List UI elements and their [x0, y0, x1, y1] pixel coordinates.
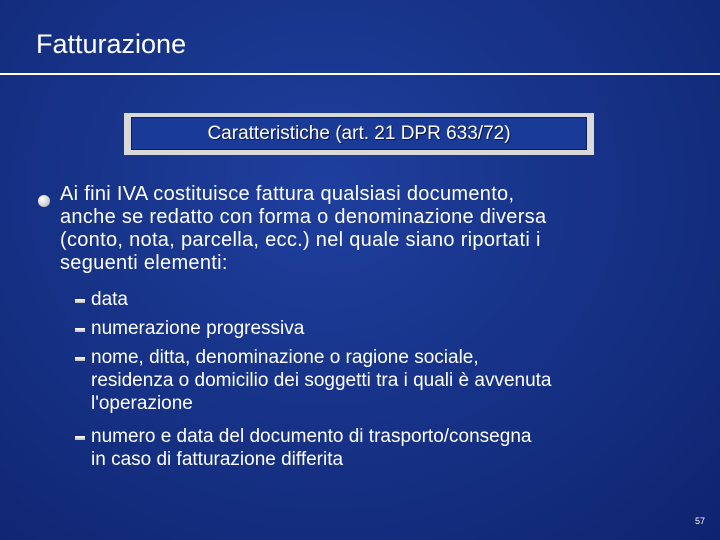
- sub-item-line: l'operazione: [91, 393, 193, 414]
- sub-item-line: numerazione progressiva: [91, 318, 305, 339]
- dash-bullet-icon: [75, 328, 85, 332]
- heading-box: [131, 117, 587, 150]
- sub-item-line: in caso di fatturazione differita: [91, 449, 344, 470]
- dash-bullet-icon: [75, 299, 85, 303]
- round-bullet-icon: [38, 195, 50, 207]
- main-text-line: (conto, nota, parcella, ecc.) nel quale siano riportati i: [60, 229, 541, 251]
- page-number: 57: [694, 516, 705, 526]
- sub-item-line: nome, ditta, denominazione o ragione sociale,: [91, 347, 479, 368]
- main-text-line: Ai fini IVA costituisce fattura qualsiasi documento,: [60, 183, 515, 205]
- sub-item: [91, 425, 711, 471]
- title-divider: [0, 73, 720, 75]
- main-bullet-text: [60, 183, 700, 275]
- main-text-line: seguenti elementi:: [60, 252, 228, 274]
- sub-item-line: data: [91, 289, 128, 310]
- sub-item-line: numero e data del documento di trasporto/consegna: [91, 426, 532, 447]
- dash-bullet-icon: [75, 436, 85, 440]
- heading-box-label: Caratteristiche (art. 21 DPR 633/72): [207, 122, 511, 144]
- sub-item: [91, 346, 711, 415]
- sub-item: [91, 288, 711, 311]
- dash-bullet-icon: [75, 357, 85, 361]
- main-text-line: anche se redatto con forma o denominazione diversa: [60, 206, 547, 228]
- sub-item-line: residenza o domicilio dei soggetti tra i quali è avvenuta: [91, 370, 552, 391]
- slide-title: Fatturazione: [36, 29, 187, 59]
- sub-item: [91, 317, 711, 340]
